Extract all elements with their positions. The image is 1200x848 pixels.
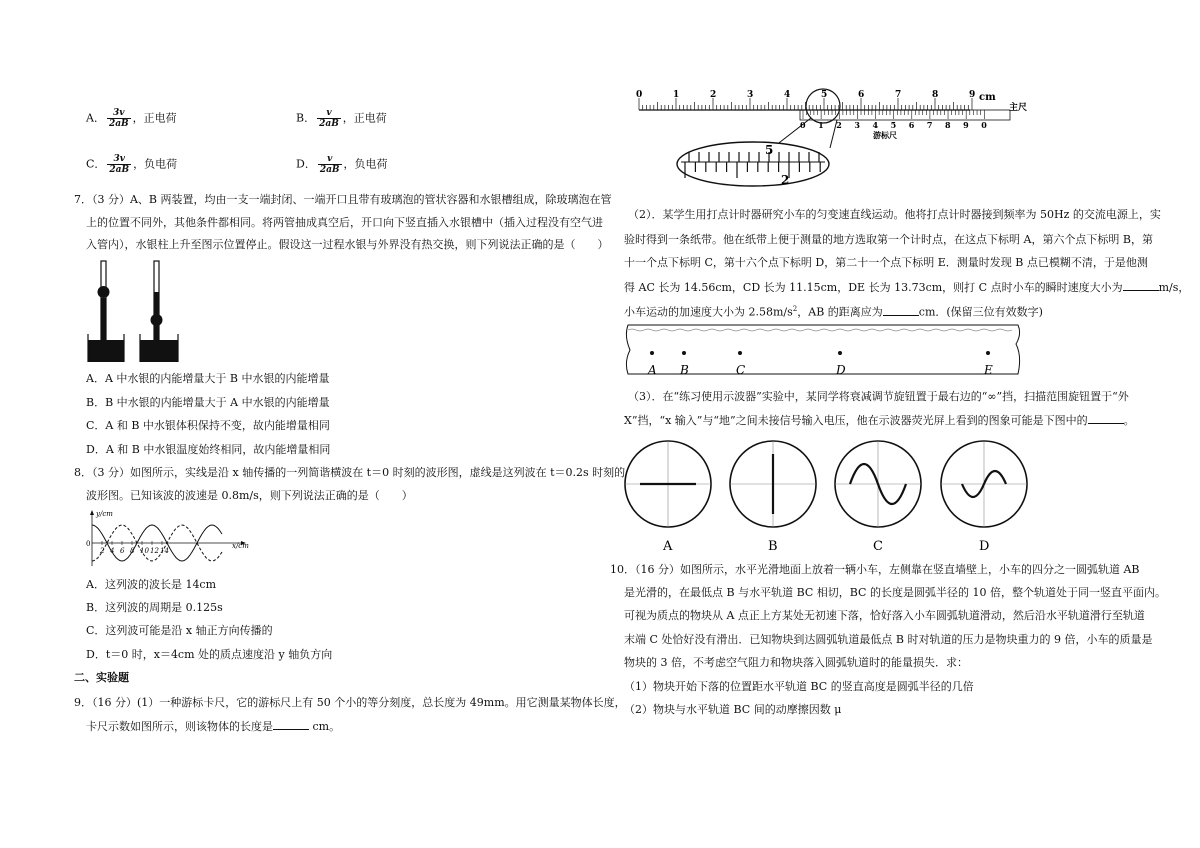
- answer-blank: [1123, 280, 1159, 291]
- q10-line-4: 末端 C 处恰好没有滑出．已知物块到达圆弧轨道最低点 B 时对轨道的压力是物块重力的 9 倍，小车的质量是: [624, 633, 1153, 646]
- fraction: $\frac{v}{2aB}$: [319, 108, 339, 129]
- vernier-label: 1: [818, 120, 824, 130]
- vernier-label: 5: [890, 120, 897, 130]
- vernier-label: 0: [800, 120, 806, 130]
- option-text: ，负电荷: [133, 157, 178, 171]
- q6-option-a: [86, 108, 177, 129]
- q7-line-3: 入管内），水银柱上升至图示位置停止。假设这一过程水银与外界没有热交换，则下列说法正确的是（ ）: [86, 238, 609, 251]
- zoom-label-bottom: 2: [781, 173, 790, 187]
- x-tick-label: 6: [120, 547, 125, 555]
- paper-tape-figure: [622, 322, 1024, 378]
- wave-graph: [84, 508, 254, 568]
- tape-label: C: [736, 363, 746, 377]
- vernier-label: 4: [872, 120, 879, 130]
- scope-label: D: [979, 539, 990, 554]
- option-letter: B．: [296, 111, 316, 125]
- x-tick-label: 4: [110, 547, 115, 555]
- answer-blank: [883, 305, 919, 316]
- q10-line-3: 可视为质点的物块从 A 点正上方某处无初速下落，恰好落入小车圆弧轨道滑动，然后沿水平轨道滑行至轨道: [624, 609, 1145, 622]
- tape-dot: [838, 351, 842, 355]
- vernier-label: 9: [963, 120, 969, 130]
- mercury-tubes-figure: [84, 258, 184, 364]
- q7-option-a: A．A 中水银的内能增量大于 B 中水银的内能增量: [86, 372, 330, 385]
- main-scale-labels: [636, 90, 975, 100]
- q7-option-c: C．A 和 B 中水银体积保持不变，故内能增量相同: [86, 419, 330, 432]
- tape-dot: [986, 351, 990, 355]
- q9-2-line-4: 得 AC 长为 14.56cm，CD 长为 11.15cm，DE 长为 13.73cm，则打 C 点时小车的瞬时速度大小为 m/s，: [624, 281, 1190, 294]
- q8-line-1: 8．（3 分）如图所示，实线是沿 x 轴传播的一列简谐横波在 t＝0 时刻的波形图，虚线是这列波在 t＝0.2s 时刻的: [74, 466, 626, 479]
- q9-2-line-3: 十一个点下标明 C，第十六个点下标明 D，第二十一个点下标明 E．测量时发现 B 点已模糊不清，于是他测: [624, 256, 1148, 269]
- option-letter: C．: [86, 157, 106, 171]
- option-text: ，负电荷: [343, 157, 388, 171]
- q10-sub-2: （2）物块与水平轨道 BC 间的动摩擦因数 μ: [624, 703, 842, 716]
- q9-line-1: 9．（16 分）(1）一种游标卡尺，它的游标尺上有 50 个小的等分刻度，总长度为 49mm。用它测量某物体长度，: [74, 696, 626, 709]
- tape-label: E: [984, 363, 993, 377]
- q9-2-line-2: 验时得到一条纸带。他在纸带上便于测量的地方选取第一个计时点，在这点下标明 A，第六个点下标明 B，第: [624, 233, 1154, 246]
- main-label: 2: [710, 90, 717, 100]
- vernier-label: 7: [926, 120, 933, 130]
- q7-line-2: 上的位置不同外，其他条件都相同。将两管抽成真空后，开口向下竖直插入水银槽中（插入过程没有空气进: [86, 216, 603, 229]
- x-tick-label: 12: [150, 547, 159, 555]
- fraction: $\frac{3v}{2aB}$: [109, 154, 130, 175]
- q6-option-d: [296, 154, 388, 175]
- main-label: 3: [747, 90, 754, 100]
- q8-line-2: 波形图。已知该波的波速是 0.8m/s，则下列说法正确的是（ ）: [86, 489, 413, 502]
- q10-sub-1: （1）物块开始下落的位置距水平轨道 BC 的竖直高度是圆弧半径的几倍: [624, 680, 974, 693]
- main-label: 7: [895, 90, 902, 100]
- x-tick-label: 10: [140, 547, 149, 555]
- scope-label: A: [663, 539, 673, 554]
- q10-line-1: 10．（16 分）如图所示，水平光滑地面上放着一辆小车，左侧靠在竖直墙壁上，小车的四分之一圆弧轨道 AB: [610, 563, 1140, 576]
- vernier-labels: [800, 120, 987, 130]
- option-text: ，正电荷: [132, 111, 177, 125]
- q10-line-5: 物块的 3 倍，不考虑空气阻力和物块落入圆弧轨道时的能量损失．求：: [624, 656, 968, 669]
- vernier-ticks: [803, 110, 984, 119]
- fraction: $\frac{v}{2aB}$: [319, 154, 340, 175]
- scope-d: [941, 441, 1027, 527]
- q9-3-line-1: （3）．在“练习使用示波器”实验中，某同学将衰减调节旋钮置于最右边的“∞”挡，扫描范围旋钮置于“外: [628, 390, 1129, 403]
- scope-b: [730, 441, 816, 527]
- main-label: 6: [858, 90, 865, 100]
- vernier-label: 3: [854, 120, 860, 130]
- q9-line-2: 卡尺示数如图所示，则该物体的长度是 cm。: [86, 720, 341, 733]
- main-label: 5: [821, 90, 828, 100]
- tape-label: A: [648, 363, 657, 377]
- tape-points: [647, 351, 993, 377]
- vernier-label: 0: [981, 120, 987, 130]
- zoom-label-top: 5: [765, 143, 774, 157]
- option-letter: A．: [86, 111, 105, 125]
- x-axis-label: x/cm: [232, 542, 249, 550]
- vernier-name: 游标尺: [873, 130, 897, 140]
- tape-dot: [682, 351, 686, 355]
- q6-option-b: [296, 108, 387, 129]
- unit-label: cm: [979, 92, 996, 103]
- q8-option-d: D．t＝0 时，x＝4cm 处的质点速度沿 y 轴负方向: [86, 648, 333, 661]
- tube-a: [88, 261, 124, 362]
- q8-option-a: A．这列波的波长是 14cm: [86, 578, 217, 591]
- answer-blank: [273, 719, 309, 730]
- q9-2-line-1: （2）．某学生用打点计时器研究小车的匀变速直线运动。他将打点计时器接到频率为 50Hz 的交流电源上，实: [628, 208, 1161, 221]
- tube-b: [140, 261, 178, 362]
- main-scale-ticks: [639, 98, 972, 110]
- tape-label: B: [680, 363, 689, 377]
- scope-label: B: [768, 539, 778, 554]
- section-heading: 二、实验题: [74, 671, 129, 684]
- main-scale-name: 主尺: [1009, 103, 1028, 113]
- scope-a: [625, 441, 711, 527]
- q8-option-b: B．这列波的周期是 0.125s: [86, 601, 223, 614]
- tape-label: D: [836, 363, 846, 377]
- q7-option-b: B．B 中水银的内能增量大于 A 中水银的内能增量: [86, 396, 330, 409]
- x-tick-label: 14: [160, 547, 169, 555]
- option-letter: D．: [296, 157, 316, 171]
- main-label: 1: [673, 90, 680, 100]
- y-axis-label: y/cm: [96, 510, 113, 518]
- vernier-caliper-figure: [625, 88, 1055, 198]
- tape-dot: [650, 351, 654, 355]
- x-tick-label: 2: [100, 547, 105, 555]
- main-label: 9: [969, 90, 976, 100]
- q7-line-1: 7．（3 分）A、B 两装置，均由一支一端封闭、一端开口且带有玻璃泡的管状容器和水银槽组成，除玻璃泡在管: [74, 193, 612, 206]
- vernier-label: 6: [908, 120, 915, 130]
- tape-dot: [738, 351, 742, 355]
- main-label: 4: [784, 90, 791, 100]
- q8-option-c: C．这列波可能是沿 x 轴正方向传播的: [86, 624, 273, 637]
- vernier-label: 8: [945, 120, 951, 130]
- vernier-label: 2: [836, 120, 842, 130]
- zoom-ellipse: [677, 142, 829, 186]
- q7-option-d: D．A 和 B 中水银温度始终相同，故内能增量相同: [86, 443, 331, 456]
- q9-2-line-5: 小车运动的加速度大小为 $2.58m/s^2$，AB 的距离应为 cm．(保留三位有效数字): [624, 305, 1043, 319]
- origin-label: 0: [86, 540, 91, 548]
- q9-3-line-2: X”挡，“x 输入”与“地”之间未接信号输入电压，他在示波器荧光屏上看到的图象可能是下图中的 。: [624, 414, 1135, 427]
- main-label: 8: [932, 90, 939, 100]
- scope-labels: [662, 539, 989, 554]
- option-text: ，正电荷: [342, 111, 387, 125]
- scope-c: [835, 441, 921, 527]
- main-label: 0: [636, 90, 643, 100]
- q10-line-2: 是光滑的，在最低点 B 与水平轨道 BC 相切，BC 的长度是圆弧半径的 10 倍，整个轨道处于同一竖直平面内。: [624, 586, 1166, 599]
- x-tick-label: 8: [130, 547, 135, 555]
- answer-blank: [1088, 413, 1124, 424]
- fraction: $\frac{3v}{2aB}$: [108, 108, 129, 129]
- oscilloscope-figures: [622, 436, 1032, 556]
- q6-option-c: [86, 154, 177, 175]
- scope-label: C: [873, 539, 883, 554]
